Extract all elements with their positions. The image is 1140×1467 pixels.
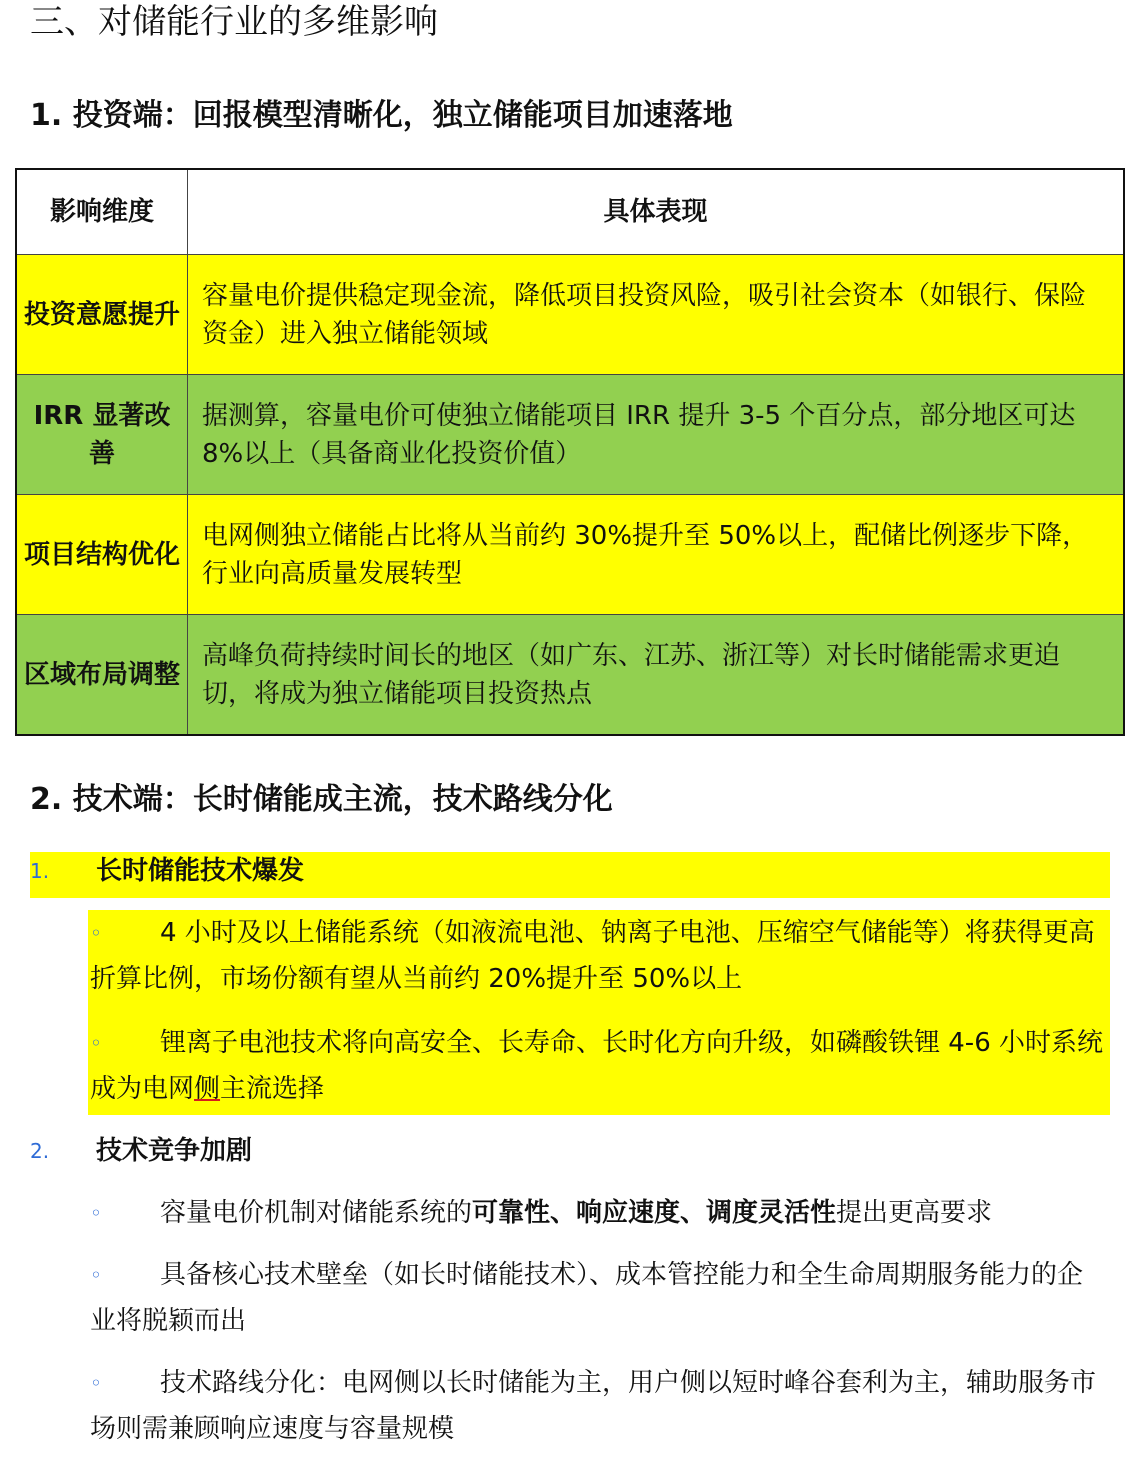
list-item bbox=[90, 1252, 1105, 1344]
list-item bbox=[30, 852, 1110, 892]
bullet-icon: ◦ bbox=[90, 1263, 102, 1287]
list-item bbox=[30, 1132, 1110, 1172]
table-cell-detail: 高峰负荷持续时间长的地区（如广东、江苏、浙江等）对长时储能需求更迫切，将成为独立储能项目投资热点 bbox=[188, 615, 1125, 736]
table-cell-detail: 电网侧独立储能占比将从当前约 30%提升至 50%以上，配储比例逐步下降，行业向高质量发展转型 bbox=[188, 495, 1125, 615]
part1-title: 1. 投资端：回报模型清晰化，独立储能项目加速落地 bbox=[30, 98, 733, 133]
table-header-detail: 具体表现 bbox=[188, 169, 1125, 255]
list-number: 2. bbox=[30, 1139, 50, 1163]
section-title: 三、对储能行业的多维影响 bbox=[30, 2, 438, 42]
bullet-icon: ◦ bbox=[90, 1201, 102, 1225]
bullet-text: 技术路线分化：电网侧以长时储能为主，用户侧以短时峰谷套利为主，辅助服务市场则需兼顾响应速度与容量规模 bbox=[90, 1368, 1097, 1444]
list-item bbox=[90, 1020, 1105, 1112]
bullet-text: 主流选择 bbox=[220, 1074, 325, 1104]
bullet-text: 提出更高要求 bbox=[836, 1198, 993, 1228]
table-header-dimension: 影响维度 bbox=[16, 169, 188, 255]
part2-title: 2. 技术端：长时储能成主流，技术路线分化 bbox=[30, 782, 613, 817]
table-cell-detail: 据测算，容量电价可使独立储能项目 IRR 提升 3-5 个百分点，部分地区可达 8%以上（具备商业化投资价值） bbox=[188, 375, 1125, 495]
table-cell-detail: 容量电价提供稳定现金流，降低项目投资风险，吸引社会资本（如银行、保险资金）进入独立储能领域 bbox=[188, 255, 1125, 375]
table-row bbox=[16, 255, 1124, 375]
impact-table bbox=[15, 168, 1125, 736]
list-item bbox=[90, 1360, 1105, 1452]
list-item bbox=[90, 1190, 1105, 1236]
table-cell-dimension: 区域布局调整 bbox=[16, 615, 188, 736]
table-cell-dimension: 项目结构优化 bbox=[16, 495, 188, 615]
list-number: 1. bbox=[30, 859, 50, 883]
bullet-icon: ◦ bbox=[90, 1031, 102, 1055]
bullet-text: 容量电价机制对储能系统的 bbox=[160, 1198, 473, 1228]
bullet-text: 具备核心技术壁垒（如长时储能技术）、成本管控能力和全生命周期服务能力的企业将脱颖而出 bbox=[90, 1260, 1084, 1336]
table-cell-dimension: IRR 显著改善 bbox=[16, 375, 188, 495]
bullet-text: 4 小时及以上储能系统（如液流电池、钠离子电池、压缩空气储能等）将获得更高折算比例，市场份额有望从当前约 20%提升至 50%以上 bbox=[90, 918, 1095, 994]
list-heading: 技术竞争加剧 bbox=[96, 1136, 253, 1166]
bullet-icon: ◦ bbox=[90, 921, 102, 945]
table-cell-dimension: 投资意愿提升 bbox=[16, 255, 188, 375]
list-heading: 长时储能技术爆发 bbox=[96, 856, 305, 886]
bullet-bold-text: 可靠性、响应速度、调度灵活性 bbox=[472, 1198, 837, 1228]
table-row bbox=[16, 495, 1124, 615]
table-header-row bbox=[16, 169, 1124, 255]
list-item bbox=[90, 910, 1105, 1002]
bullet-icon: ◦ bbox=[90, 1371, 102, 1395]
bullet-text: 锂离子电池技术将向高安全、长寿命、长时化方向升级，如磷酸铁锂 4-6 小时系统成为电网 bbox=[90, 1028, 1103, 1104]
table-row bbox=[16, 375, 1124, 495]
spellcheck-underlined-text: 侧 bbox=[194, 1074, 221, 1104]
table-row bbox=[16, 615, 1124, 736]
